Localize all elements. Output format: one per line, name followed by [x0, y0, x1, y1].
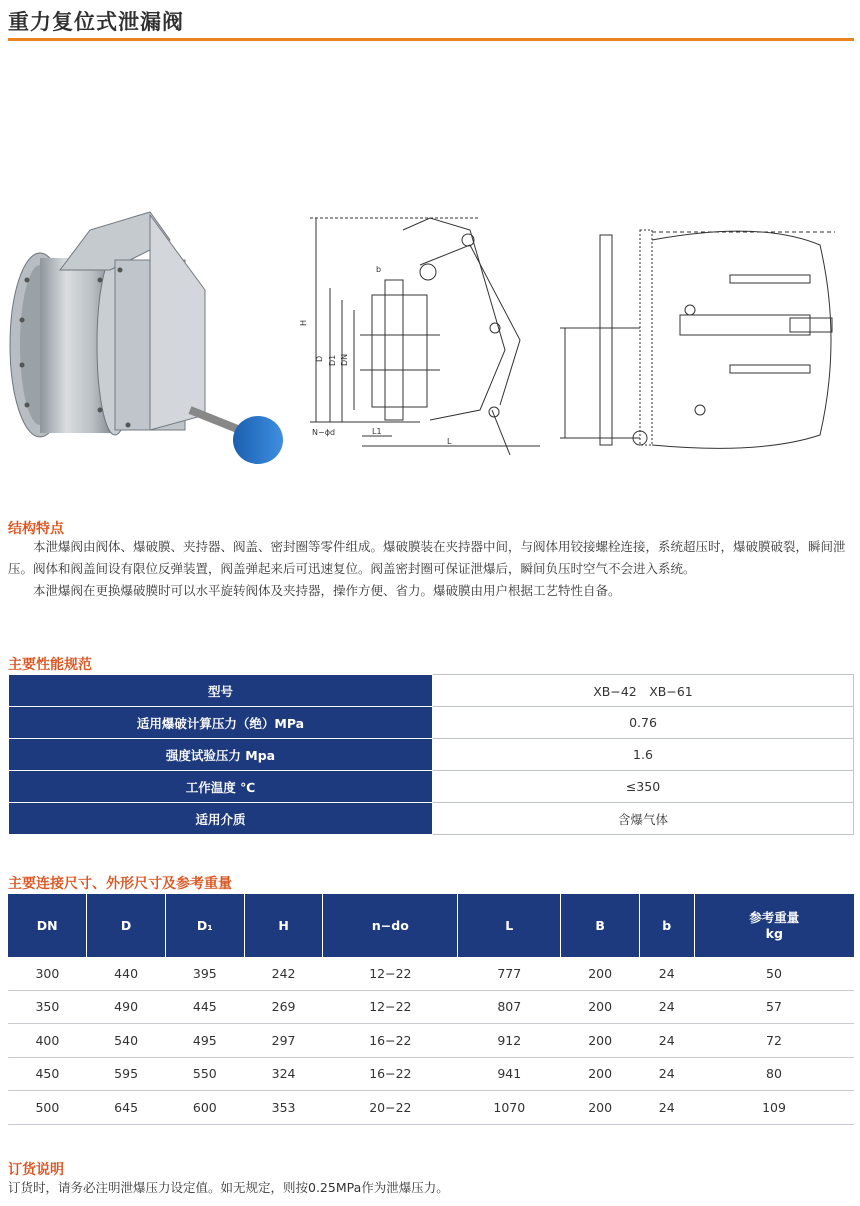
spec-value: 1.6	[433, 739, 854, 771]
structure-paragraph-1: 本泄爆阀由阀体、爆破膜、夹持器、阀盖、密封圈等零件组成。爆破膜装在夹持器中间，与阀体用铰接螺栓连接，系统超压时，爆破膜破裂，瞬间泄压。阀体和阀盖间设有限位反弹装置，阀盖弹起来后可迅速复位。阀盖密封圈可保证泄爆后，瞬间负压时空气不会进入系统。	[8, 539, 846, 576]
table-cell: 24	[640, 990, 695, 1024]
table-row	[9, 707, 854, 739]
table-row	[8, 957, 854, 990]
table-cell: 24	[640, 1091, 695, 1125]
structure-paragraph-2: 本泄爆阀在更换爆破膜时可以水平旋转阀体及夹持器，操作方便、省力。爆破膜由用户根据工艺特性自备。	[33, 583, 621, 598]
specs-table	[8, 674, 854, 835]
table-cell: 200	[561, 1057, 640, 1091]
table-cell: 941	[458, 1057, 561, 1091]
dim-label-L: L	[447, 437, 452, 446]
column-header: DN	[8, 894, 87, 957]
table-cell: 12−22	[323, 990, 458, 1024]
table-header-row	[8, 894, 854, 957]
table-cell: 72	[694, 1024, 854, 1058]
structure-heading: 结构特点	[8, 521, 64, 537]
order-heading: 订货说明	[8, 1162, 64, 1178]
table-cell: 12−22	[323, 957, 458, 990]
table-cell: 24	[640, 1057, 695, 1091]
table-cell: 16−22	[323, 1057, 458, 1091]
spec-value: 含爆气体	[433, 803, 854, 835]
dim-label-D: D	[315, 355, 324, 362]
table-cell: 353	[244, 1091, 323, 1125]
table-cell: 200	[561, 990, 640, 1024]
dim-label-H: H	[299, 319, 308, 326]
spec-label: 型号	[9, 675, 433, 707]
table-cell: 300	[8, 957, 87, 990]
product-figures	[0, 200, 860, 475]
table-cell: 500	[8, 1091, 87, 1125]
column-header: H	[244, 894, 323, 957]
table-cell: 777	[458, 957, 561, 990]
table-row	[9, 803, 854, 835]
table-cell: 645	[87, 1091, 166, 1125]
table-row	[8, 990, 854, 1024]
table-cell: 912	[458, 1024, 561, 1058]
spec-value: 0.76	[433, 707, 854, 739]
table-cell: 297	[244, 1024, 323, 1058]
table-cell: 269	[244, 990, 323, 1024]
table-cell: 540	[87, 1024, 166, 1058]
table-row	[8, 1057, 854, 1091]
column-header: B	[561, 894, 640, 957]
table-cell: 595	[87, 1057, 166, 1091]
table-cell: 400	[8, 1024, 87, 1058]
table-cell: 324	[244, 1057, 323, 1091]
table-cell: 490	[87, 990, 166, 1024]
page-title: 重力复位式泄漏阀	[8, 10, 184, 34]
table-row	[8, 1024, 854, 1058]
column-header: n−do	[323, 894, 458, 957]
dim-label-L1: L1	[372, 427, 382, 436]
structure-description	[8, 536, 856, 602]
dim-label-D1: D1	[328, 354, 337, 366]
table-cell: 109	[694, 1091, 854, 1125]
table-cell: 57	[694, 990, 854, 1024]
table-cell: 350	[8, 990, 87, 1024]
column-header: b	[640, 894, 695, 957]
table-cell: 440	[87, 957, 166, 990]
table-cell: 445	[165, 990, 244, 1024]
spec-label: 适用介质	[9, 803, 433, 835]
column-header: 参考重量 kg	[694, 894, 854, 957]
dim-label-b: b	[376, 265, 382, 274]
spec-label: 工作温度 ℃	[9, 771, 433, 803]
dimensions-body	[8, 957, 854, 1124]
table-cell: 24	[640, 957, 695, 990]
drawing-dimension-labels	[299, 265, 452, 446]
product-photo	[10, 212, 283, 464]
table-row	[9, 771, 854, 803]
table-cell: 20−22	[323, 1091, 458, 1125]
table-cell: 600	[165, 1091, 244, 1125]
dim-label-n-phi-d: N−ϕd	[312, 428, 336, 437]
table-cell: 450	[8, 1057, 87, 1091]
column-header: D	[87, 894, 166, 957]
table-row	[8, 1091, 854, 1125]
table-cell: 807	[458, 990, 561, 1024]
spec-label: 适用爆破计算压力（绝）MPa	[9, 707, 433, 739]
specs-heading: 主要性能规范	[8, 657, 92, 673]
column-header: L	[458, 894, 561, 957]
top-view-drawing	[560, 230, 835, 448]
column-header: D₁	[165, 894, 244, 957]
table-cell: 200	[561, 957, 640, 990]
side-section-drawing	[310, 218, 540, 455]
title-divider	[8, 38, 854, 41]
table-cell: 550	[165, 1057, 244, 1091]
spec-value: ≤350	[433, 771, 854, 803]
table-cell: 242	[244, 957, 323, 990]
table-cell: 200	[561, 1024, 640, 1058]
dimensions-table	[8, 894, 854, 1125]
order-text: 订货时，请务必注明泄爆压力设定值。如无规定，则按0.25MPa作为泄爆压力。	[8, 1180, 449, 1195]
table-row	[9, 675, 854, 707]
table-cell: 80	[694, 1057, 854, 1091]
table-cell: 495	[165, 1024, 244, 1058]
table-cell: 200	[561, 1091, 640, 1125]
table-cell: 395	[165, 957, 244, 990]
spec-value: XB−42 XB−61	[433, 675, 854, 707]
spec-label: 强度试验压力 Mpa	[9, 739, 433, 771]
table-row	[9, 739, 854, 771]
dimensions-heading: 主要连接尺寸、外形尺寸及参考重量	[8, 876, 232, 892]
dim-label-DN: DN	[340, 353, 349, 366]
table-cell: 1070	[458, 1091, 561, 1125]
table-cell: 50	[694, 957, 854, 990]
table-cell: 16−22	[323, 1024, 458, 1058]
table-cell: 24	[640, 1024, 695, 1058]
